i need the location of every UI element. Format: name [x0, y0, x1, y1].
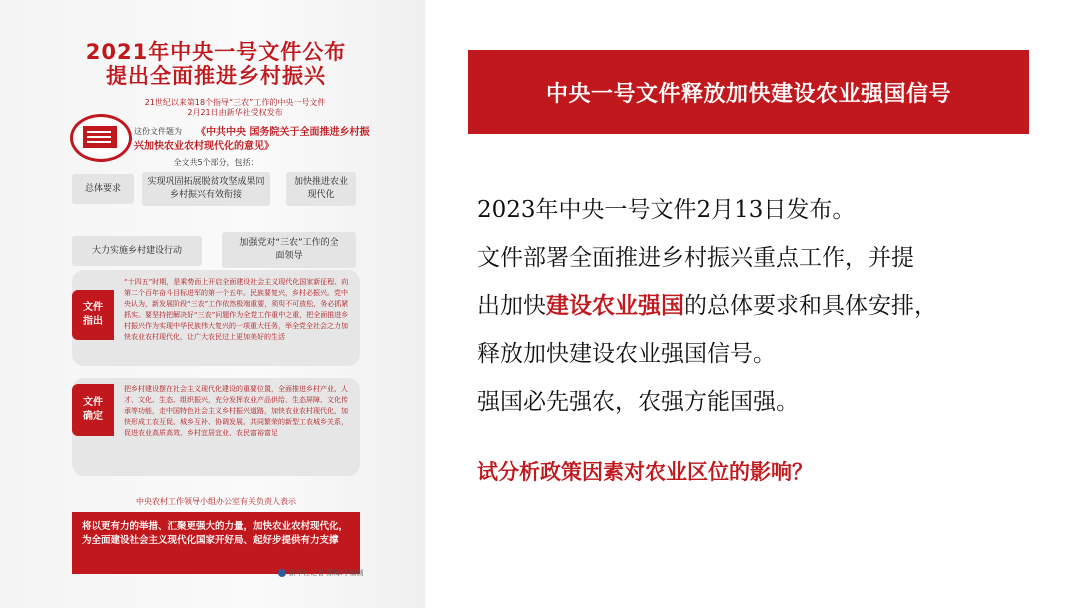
part-chip: 大力实施乡村建设行动 — [72, 236, 202, 266]
banner-title: 中央一号文件释放加快建设农业强国信号 — [545, 81, 951, 107]
panel-text: “十四五”时期，是乘势而上开启全面建设社会主义现代化国家新征程、向第二个百年奋斗目标进军的第一个五年。民族要复兴，乡村必振兴。党中央认为，新发展阶段“三农”工作依然极端重要，须臾不可放松，务必抓紧抓实。要坚持把解决好“三农”问题作为全党工作重中之重，把全面推进乡村振兴作为实现中华民族伟大复兴的一项重大任务，举全党全社会之力加快农业农村现代化，让广大农民过上更加美好的生活 — [124, 278, 349, 341]
body-line — [477, 282, 1037, 330]
body-line: 强国必先强农，农强方能国强。 — [477, 389, 799, 415]
panel-determines — [72, 378, 360, 476]
credit — [278, 568, 363, 578]
title-banner — [468, 50, 1029, 134]
xinhua-logo-icon — [278, 569, 286, 577]
poster-subtitle-line2: 2月21日由新华社受权发布 — [187, 108, 283, 117]
document-icon — [70, 114, 132, 162]
body-line: 文件部署全面推进乡村振兴重点工作，并提 — [477, 245, 914, 271]
panel-points-out — [72, 270, 360, 366]
part-chip: 加强党对“三农”工作的全面领导 — [222, 232, 356, 268]
body-text — [477, 186, 1037, 426]
intro-prefix: 这份文件题为 — [134, 127, 182, 136]
poster-subtitle-line1: 21世纪以来第18个指导“三农”工作的中央一号文件 — [144, 98, 326, 107]
part-chip: 加快推进农业现代化 — [286, 172, 356, 206]
parts-intro: 全文共5个部分，包括： — [173, 158, 259, 167]
credit-text: 新华社记者 陈梅珂 编制 — [289, 569, 364, 577]
panel-tag: 文件确定 — [72, 384, 114, 436]
body-line: 释放加快建设农业强国信号。 — [477, 341, 776, 367]
quote-text: 将以更有力的举措、汇聚更强大的力量，加快农业农村现代化，为全面建设社会主义现代化国家开好局、起好步提供有力支撑 — [82, 521, 349, 546]
highlight-text: 建设农业强国 — [546, 292, 684, 319]
poster-title-line1: 2021年中央一号文件公布 — [85, 40, 347, 64]
body-line: 2023年中央一号文件2月13日发布。 — [477, 197, 856, 223]
panel-text: 把乡村建设摆在社会主义现代化建设的重要位置，全面推进乡村产业、人才、文化、生态、组织振兴，充分发挥农业产品供给、生态屏障、文化传承等功能，走中国特色社会主义乡村振兴道路，加快农业农村现代化，加快形成工农互促、城乡互补、协调发展、共同繁荣的新型工农城乡关系，促进农业高质高效、乡村宜居宜业、农民富裕富足 — [124, 385, 348, 437]
leader-statement-label: 中央农村工作领导小组办公室有关负责人表示 — [136, 497, 296, 506]
part-chip: 实现巩固拓展脱贫攻坚成果同乡村振兴有效衔接 — [142, 172, 270, 206]
part-chip: 总体要求 — [72, 174, 134, 204]
quote-box — [72, 512, 360, 574]
poster-title-line2: 提出全面推进乡村振兴 — [106, 64, 326, 88]
body-text-segment: 的总体要求和具体安排， — [684, 293, 937, 319]
question-prompt: 试分析政策因素对农业区位的影响？ — [477, 460, 813, 484]
infographic-poster — [50, 22, 382, 608]
body-text-segment: 出加快 — [477, 293, 546, 319]
panel-tag: 文件指出 — [72, 290, 114, 340]
document-full-title: 《中共中央 国务院关于全面推进乡村振兴加快农业农村现代化的意见》 — [134, 127, 370, 152]
